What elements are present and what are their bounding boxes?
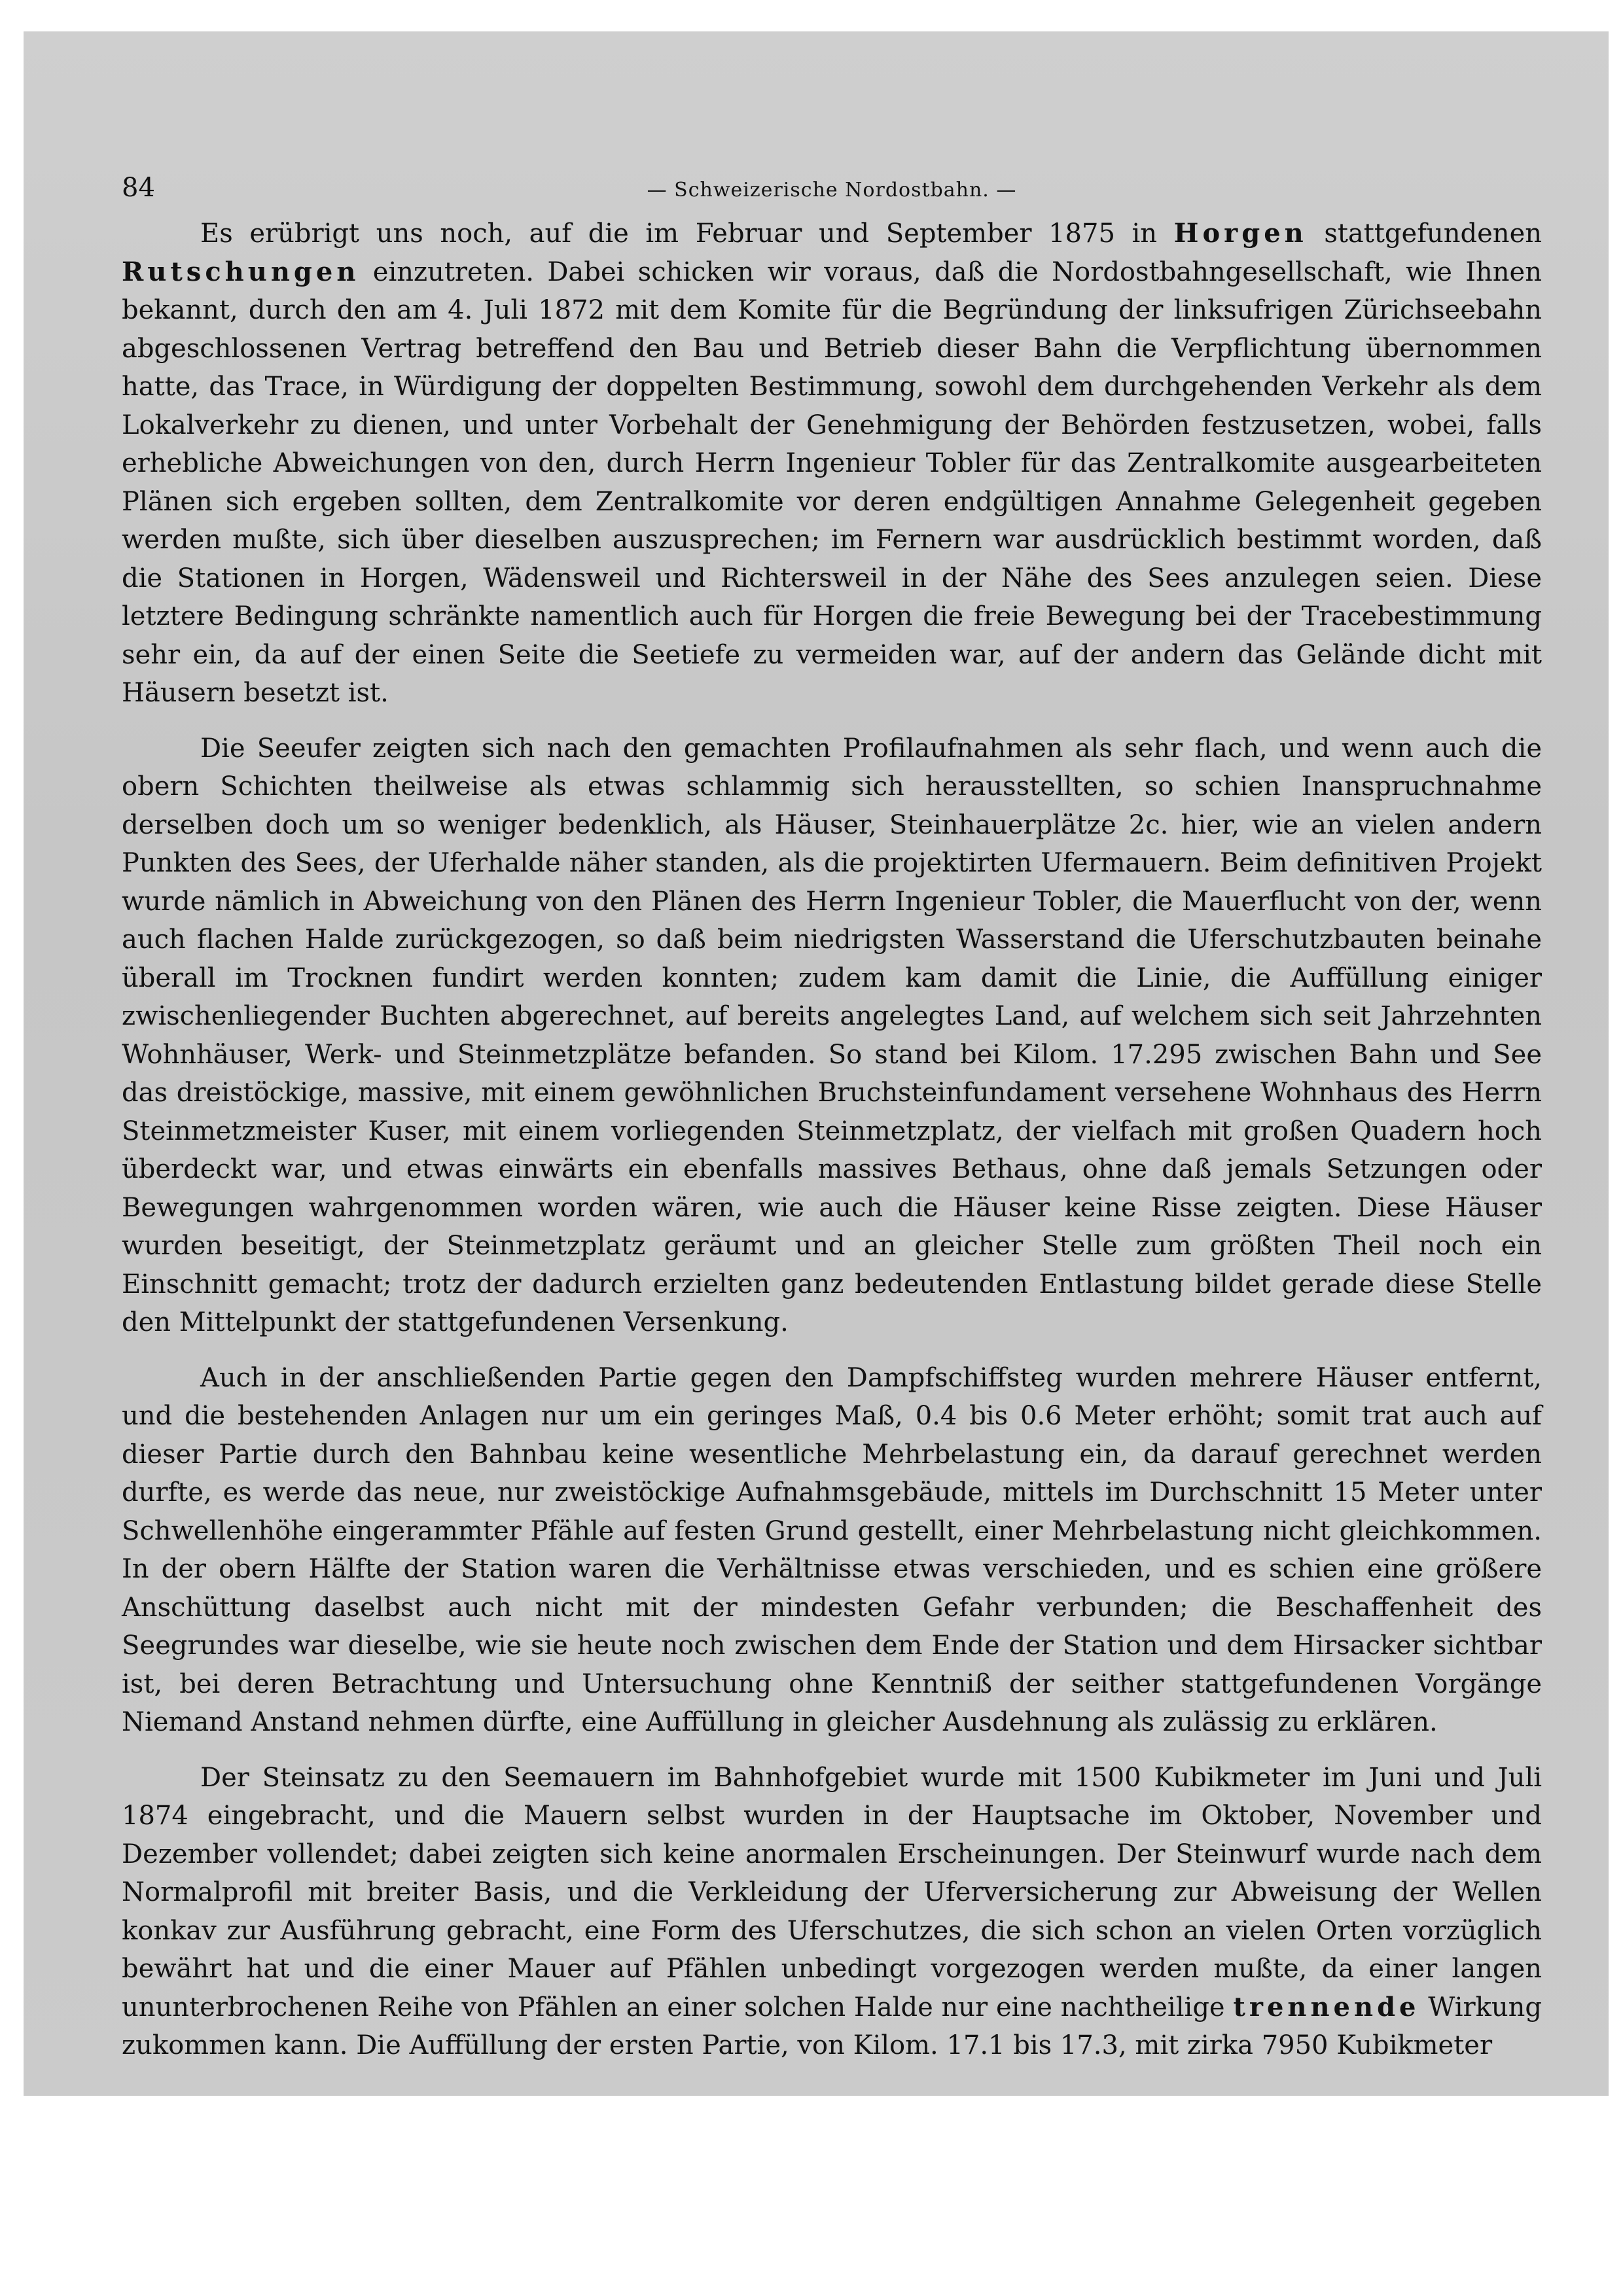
paragraph	[122, 215, 1542, 713]
running-title: — Schweizerische Nordostbahn. —	[647, 179, 1017, 202]
paragraph	[122, 1759, 1542, 2065]
body-text	[122, 215, 1542, 2065]
page-number: 84	[122, 173, 155, 203]
spaced-emphasis: trennende	[1233, 1991, 1420, 2022]
paragraph	[122, 730, 1542, 1342]
paragraph	[122, 1359, 1542, 1742]
text-run: Die Seeufer zeigten sich nach den gemachten Profilaufnahmen als sehr flach, und wenn auch die obern Schichten theilweise als etwas schlammig sich herausstellten, so schien Inanspruchnahme derselben doch um so weniger bedenklich, als Häuser, Steinhauerplätze 2c. hier, wie an vielen andern Punkten des Sees, der Uferhalde näher standen, als die projektirten Ufermauern. Beim definitiven Projekt wurde nämlich in Abweichung von den Plänen des Herrn Ingenieur Tobler, die Mauerflucht von der, wenn auch flachen Halde zurückgezogen, so daß beim niedrigsten Wasserstand die Uferschutzbauten beinahe überall im Trocknen fundirt werden konnten; zudem kam damit die Linie, die Auffüllung einiger zwischenliegender Buchten abgerechnet, auf bereits angelegtes Land, auf welchem sich seit Jahrzehnten Wohnhäuser, Werk- und Steinmetzplätze befanden. So stand bei Kilom. 17.295 zwischen Bahn und See das dreistöckige, massive, mit einem gewöhnlichen Bruchsteinfundament versehene Wohnhaus des Herrn Steinmetzmeister Kuser, mit einem vorliegenden Steinmetzplatz, der vielfach mit großen Quadern hoch überdeckt war, und etwas einwärts ein ebenfalls massives Bethaus, ohne daß jemals Setzungen oder Bewegungen wahrgenommen worden wären, wie auch die Häuser keine Risse zeigten. Diese Häuser wurden beseitigt, der Steinmetzplatz geräumt und an gleicher Stelle zum größten Theil noch ein Einschnitt gemacht; trotz der dadurch erzielten ganz bedeutenden Entlastung bildet gerade diese Stelle den Mittelpunkt der stattgefundenen Versenkung.	[122, 733, 1542, 1337]
spaced-emphasis: Horgen	[1173, 218, 1308, 249]
page-content	[122, 169, 1542, 2065]
text-run: Der Steinsatz zu den Seemauern im Bahnhofgebiet wurde mit 1500 Kubikmeter im Juni und Juli 1874 eingebracht, und die Mauern selbst wurden in der Hauptsache im Oktober, November und Dezember vollendet; dabei zeigten sich keine anormalen Erscheinungen. Der Steinwurf wurde nach dem Normalprofil mit breiter Basis, und die Verkleidung der Uferversicherung zur Abweisung der Wellen konkav zur Ausführung gebracht, eine Form des Uferschutzes, die sich schon an vielen Orten vorzüglich bewährt hat und die einer Mauer auf Pfählen unbedingt vorgezogen werden mußte, da einer langen ununterbrochenen Reihe von Pfählen an einer solchen Halde nur eine nachtheilige	[122, 1762, 1542, 2022]
text-run: Wirkung zukommen kann. Die Auffüllung der ersten Partie, von Kilom. 17.1 bis 17.3, mit zirka 7950 Kubikmeter	[122, 1992, 1542, 2060]
scanned-page	[24, 31, 1609, 2096]
text-run: Es erübrigt uns noch, auf die im Februar und September 1875 in	[200, 219, 1174, 249]
text-run: stattgefundenen	[1307, 219, 1543, 249]
text-run: einzutreten. Dabei schicken wir voraus, daß die Nordostbahngesellschaft, wie Ihnen bekannt, durch den am 4. Juli 1872 mit dem Komite für die Begründung der linksufrigen Zürichseebahn abgeschlossenen Vertrag betreffend den Bau und Betrieb dieser Bahn die Verpflichtung übernommen hatte, das Trace, in Würdigung der doppelten Bestimmung, sowohl dem durchgehenden Verkehr als dem Lokalverkehr zu dienen, und unter Vorbehalt der Genehmigung der Behörden festzusetzen, wobei, falls erhebliche Abweichungen von den, durch Herrn Ingenieur Tobler für das Zentralkomite ausgearbeiteten Plänen sich ergeben sollten, dem Zentralkomite vor deren endgültigen Annahme Gelegenheit gegeben werden mußte, sich über dieselben auszusprechen; im Fernern war ausdrücklich bestimmt worden, daß die Stationen in Horgen, Wädensweil und Richtersweil in der Nähe des Sees anzulegen seien. Diese letztere Bedingung schränkte namentlich auch für Horgen die freie Bewegung bei der Tracebestimmung sehr ein, da auf der einen Seite die Seetiefe zu vermeiden war, auf der andern das Gelände dicht mit Häusern besetzt ist.	[122, 256, 1542, 708]
text-run: Auch in der anschließenden Partie gegen den Dampfschiffsteg wurden mehrere Häuser entfernt, und die bestehenden Anlagen nur um ein geringes Maß, 0.4 bis 0.6 Meter erhöht; somit trat auch auf dieser Partie durch den Bahnbau keine wesentliche Mehrbelastung ein, da darauf gerechnet werden durfte, es werde das neue, nur zweistöckige Aufnahmsgebäude, mittels im Durchschnitt 15 Meter unter Schwellenhöhe eingerammter Pfähle auf festen Grund gestellt, einer Mehrbelastung nicht gleichkommen. In der obern Hälfte der Station waren die Verhältnisse etwas verschieden, und es schien eine größere Anschüttung daselbst auch nicht mit der mindesten Gefahr verbunden; die Beschaffenheit des Seegrundes war dieselbe, wie sie heute noch zwischen dem Ende der Station und dem Hirsacker sichtbar ist, bei deren Betrachtung und Untersuchung ohne Kenntniß der seither stattgefundenen Vorgänge Niemand Anstand nehmen dürfte, eine Auffüllung in gleicher Ausdehnung als zulässig zu erklären.	[122, 1362, 1542, 1737]
spaced-emphasis: Rutschungen	[122, 256, 360, 287]
page-header	[122, 169, 1542, 215]
